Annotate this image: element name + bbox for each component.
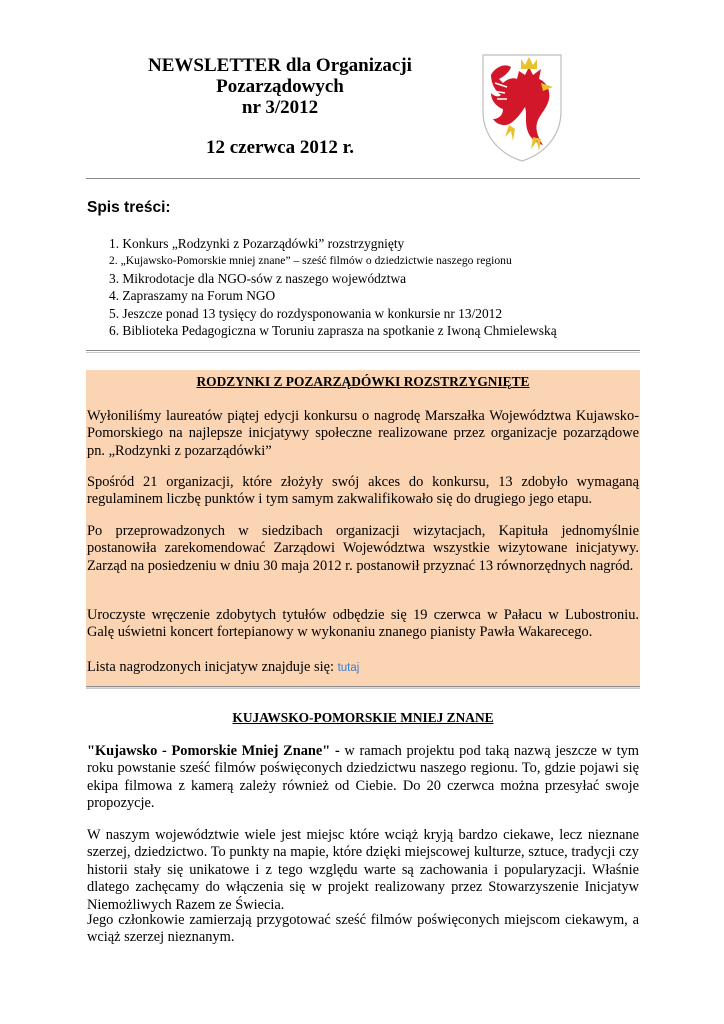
toc-item[interactable]: 3. Mikrodotacje dla NGO-sów z naszego województwa	[109, 270, 407, 286]
section-1-divider	[86, 686, 640, 689]
section-2-paragraph-1-text: w ramach projektu pod taką nazwą jeszcze w tym roku powstanie sześć filmów poświęconych dziedzictwu naszego regionu. To, gdzie pojawi się ekipa filmowa z kamerą zależy również od Ciebie. Do 20 czerwca można przesyłać swoje propozycje.	[87, 743, 639, 812]
section-1-paragraph-5	[87, 659, 639, 677]
toc-item[interactable]: 6. Biblioteka Pedagogiczna w Toruniu zaprasza na spotkanie z Iwoną Chmielewską	[109, 323, 557, 339]
header-divider	[86, 178, 640, 179]
awardees-list-link[interactable]: tutaj	[337, 662, 360, 674]
section-1-paragraph-4: Uroczyste wręczenie zdobytych tytułów odbędzie się 19 czerwca w Pałacu w Lubostroniu. Galę uświetni koncert fortepianowy w wykonaniu znanego pianisty Pawła Wakarecego.	[87, 607, 639, 641]
section-1-heading: RODZYNKI Z POZARZĄDÓWKI ROZSTRZYGNIĘTE	[196, 374, 530, 389]
section-1-paragraph-2: Spośród 21 organizacji, które złożyły swój akces do konkursu, 13 zdobyło wymaganą regulaminem liczbę punktów i tym samym zakwalifikowało się do drugiego jego etapu.	[87, 474, 639, 508]
section-1-paragraph-3: Po przeprowadzonych w siedzibach organizacji wizytacjach, Kapituła jednomyślnie postanowiła zarekomendować Zarządowi Województwa wszystkie wizytowane inicjatywy. Zarząd na posiedzeniu w dniu 30 maja 2012 r. postanowił przyznać 13 równorzędnych nagród.	[87, 523, 639, 574]
title-line-2: Pozarządowych	[216, 76, 344, 97]
toc-item[interactable]: 4. Zapraszamy na Forum NGO	[109, 288, 276, 304]
section-2-heading: KUJAWSKO-POMORSKIE MNIEJ ZNANE	[232, 710, 494, 725]
section-2-paragraph-3: Jego członkowie zamierzają przygotować sześć filmów poświęconych miejscom ciekawym, a wciąż szerzej nieznanym.	[87, 912, 639, 946]
section-2-paragraph-1	[87, 743, 639, 813]
issue-date: 12 czerwca 2012 r.	[205, 137, 355, 158]
title-line-3: nr 3/2012	[241, 97, 319, 118]
coat-of-arms-griffin-icon	[481, 53, 563, 163]
section-1-paragraph-1: Wyłoniliśmy laureatów piątej edycji konkursu o nagrodę Marszałka Województwa Kujawsko-Pomorskiego na najlepsze inicjatywy społeczne realizowane przez organizacje pozarządowe pn. „Rodzynki z pozarządówki”	[87, 408, 639, 459]
title-line-1: NEWSLETTER dla Organizacji	[148, 55, 412, 76]
toc-item[interactable]: 5. Jeszcze ponad 13 tysięcy do rozdysponowania w konkursie nr 13/2012	[109, 305, 503, 321]
toc-title: Spis treści:	[87, 199, 171, 216]
section-2-paragraph-2: W naszym województwie wiele jest miejsc które wciąż kryją bardzo ciekawe, lecz nieznane szerzej, dziedzictwo. To punkty na mapie, które dzięki miejscowej kulturze, sztuce, tradycji czy historii stały się unikatowe i z tego względu warte są zachowania i popularyzacji. Właśnie dlatego zachęcamy do włączenia się w projekt realizowany przez Stowarzyszenie Inicjatyw Niemożliwych Razem ze Świecia.	[87, 827, 639, 913]
awardees-list-text: Lista nagrodzonych inicjatyw znajduje się:	[87, 659, 338, 675]
project-name-bold: "Kujawsko - Pomorskie Mniej Znane" -	[87, 743, 340, 759]
newsletter-title	[100, 55, 460, 118]
toc-item[interactable]: 2. „Kujawsko-Pomorskie mniej znane” – sześć filmów o dziedzictwie naszego regionu	[109, 254, 512, 268]
table-of-contents	[109, 235, 557, 339]
toc-item[interactable]: 1. Konkurs „Rodzynki z Pozarządówki” rozstrzygnięty	[109, 236, 405, 251]
toc-divider	[86, 350, 640, 353]
